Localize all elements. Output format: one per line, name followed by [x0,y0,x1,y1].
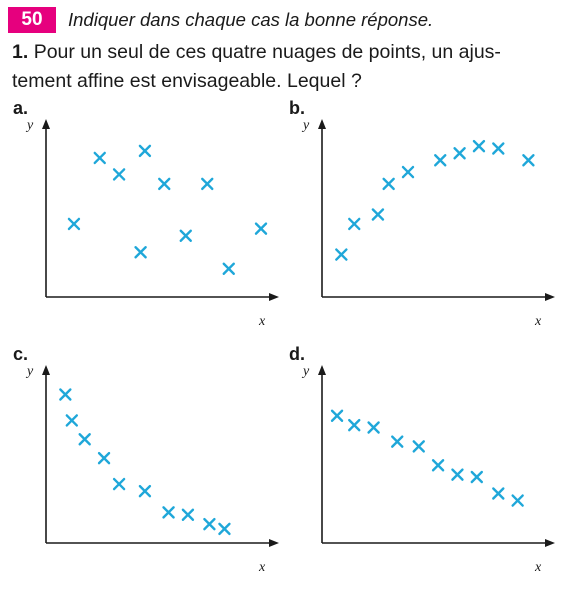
x-axis-label-b: x [535,314,542,329]
x-axis-label-a: x [259,314,266,329]
exercise-number-badge: 50 [8,7,56,33]
question-text [12,38,557,96]
data-point-c-3 [80,434,90,444]
data-point-a-7 [181,231,191,241]
y-axis-arrow-a [42,119,50,129]
x-axis-arrow-b [545,293,555,301]
question-line-2: tement affine est envisageable. Lequel ? [12,70,362,92]
data-point-a-6 [159,179,169,189]
data-point-d-3 [369,423,379,433]
data-point-b-6 [435,155,445,165]
data-point-c-8 [183,510,193,520]
scatter-panel-d [289,344,573,589]
x-axis-label-d: x [535,560,542,575]
scatter-panel-b [289,98,573,343]
y-axis-arrow-b [318,119,326,129]
data-point-c-4 [99,453,109,463]
y-axis-label-c: y [27,364,34,379]
scatter-plot-b [289,98,573,343]
data-point-c-1 [60,390,70,400]
data-point-b-7 [455,148,465,158]
data-point-d-7 [452,470,462,480]
exercise-instruction: Indiquer dans chaque cas la bonne réponse. [68,9,434,30]
y-axis-label-b: y [303,118,310,133]
data-point-c-7 [164,507,174,517]
data-point-c-2 [67,415,77,425]
data-point-c-6 [140,486,150,496]
x-axis-arrow-a [269,293,279,301]
data-point-c-9 [204,519,214,529]
panel-letter-b: b. [289,98,305,118]
data-point-b-2 [349,219,359,229]
data-point-a-5 [140,146,150,156]
data-point-b-4 [384,179,394,189]
y-axis-arrow-d [318,365,326,375]
y-axis-arrow-c [42,365,50,375]
data-point-a-3 [114,169,124,179]
data-point-a-10 [256,224,266,234]
scatter-panel-a [13,98,298,343]
data-point-b-3 [373,210,383,220]
scatter-plot-c [13,344,298,589]
scatter-plot-a [13,98,298,343]
data-point-a-8 [202,179,212,189]
data-point-d-5 [414,441,424,451]
data-point-d-1 [332,411,342,421]
scatter-plot-d [289,344,573,589]
x-axis-arrow-d [545,539,555,547]
data-point-b-9 [493,144,503,154]
question-number: 1. [12,41,29,63]
data-point-b-1 [336,250,346,260]
data-point-d-10 [513,496,523,506]
question-line-1: Pour un seul de ces quatre nuages de points, un ajus- [33,41,501,63]
scatter-panel-c [13,344,298,589]
data-point-d-9 [493,489,503,499]
panel-letter-c: c. [13,344,29,364]
data-point-a-4 [136,247,146,257]
data-point-a-1 [69,219,79,229]
data-point-d-2 [349,420,359,430]
data-point-c-10 [219,524,229,534]
data-point-d-8 [472,472,482,482]
x-axis-label-c: x [259,560,266,575]
data-point-b-8 [474,141,484,151]
data-point-d-6 [433,460,443,470]
data-point-a-9 [224,264,234,274]
y-axis-label-d: y [303,364,310,379]
x-axis-arrow-c [269,539,279,547]
panel-letter-d: d. [289,344,305,364]
data-point-a-2 [95,153,105,163]
exercise-header [8,6,433,34]
panel-letter-a: a. [13,98,29,118]
data-point-c-5 [114,479,124,489]
data-point-b-5 [403,167,413,177]
data-point-d-4 [392,437,402,447]
y-axis-label-a: y [27,118,34,133]
data-point-b-10 [523,155,533,165]
